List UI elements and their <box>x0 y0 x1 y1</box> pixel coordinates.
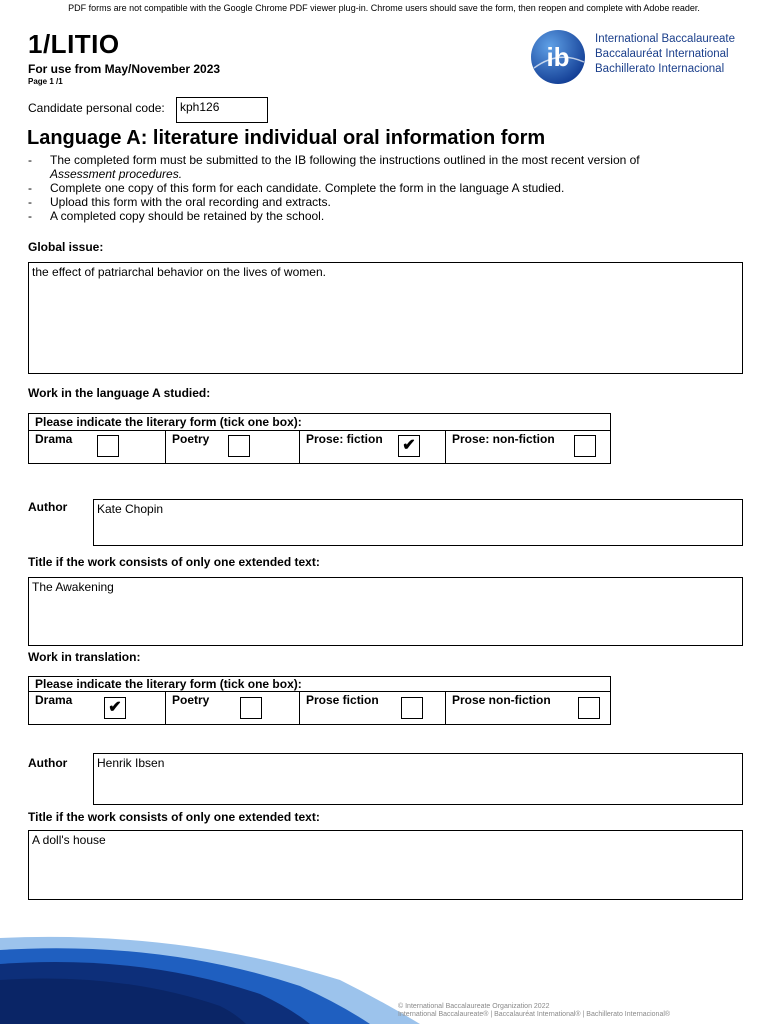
trademark-text: International Baccalaureate® | Baccalauréat International® | Bachillerato Internacional® <box>398 1011 671 1018</box>
checkbox-a-drama[interactable] <box>97 435 119 457</box>
author-field-translation[interactable]: Henrik Ibsen <box>93 753 743 805</box>
page-number: Page 1 /1 <box>28 77 63 86</box>
footer-copyright <box>398 1003 670 1019</box>
form-option-label: Poetry <box>172 693 210 707</box>
title-label-a: Title if the work consists of only one extended text: <box>28 555 320 569</box>
checkbox-t-prose-nonfiction[interactable] <box>578 697 600 719</box>
author-label-a: Author <box>28 500 68 514</box>
candidate-code-field[interactable]: kph126 <box>176 97 268 123</box>
form-option-label: Drama <box>35 432 73 446</box>
literary-form-table-a <box>28 413 611 464</box>
ib-logo-glyph: ib <box>546 42 570 72</box>
checkbox-t-drama[interactable]: ✔ <box>104 697 126 719</box>
instructions-list <box>28 153 728 223</box>
form-option-label: Prose fiction <box>306 693 379 707</box>
title-field-a[interactable]: The Awakening <box>28 577 743 646</box>
checkbox-a-prose-fiction[interactable]: ✔ <box>398 435 420 457</box>
form-option-label: Prose: fiction <box>306 432 383 446</box>
instruction-text: Complete one copy of this form for each candidate. Complete the form in the language A studied. <box>50 181 565 195</box>
checkbox-a-poetry[interactable] <box>228 435 250 457</box>
literary-form-table-translation <box>28 676 611 725</box>
instruction-text: A completed copy should be retained by the school. <box>50 209 325 223</box>
title-label-translation: Title if the work consists of only one extended text: <box>28 810 320 824</box>
author-label-translation: Author <box>28 756 68 770</box>
form-title: Language A: literature individual oral information form <box>27 127 546 149</box>
global-issue-field[interactable]: the effect of patriarchal behavior on the lives of women. <box>28 262 743 374</box>
instruction-item: - Complete one copy of this form for each candidate. Complete the form in the language A studied. <box>28 181 565 195</box>
instruction-italic: Assessment procedures. <box>50 167 183 181</box>
work-language-a-heading: Work in the language A studied: <box>28 386 211 400</box>
instruction-text: Upload this form with the oral recording and extracts. <box>50 195 331 209</box>
form-option-label: Poetry <box>172 432 210 446</box>
for-use-date: For use from May/November 2023 <box>28 62 221 76</box>
pdf-compatibility-notice: PDF forms are not compatible with the Google Chrome PDF viewer plug-in. Chrome users should save the form, then reopen and complete with Adobe reader. <box>68 3 700 13</box>
ib-logo-icon <box>528 28 588 86</box>
instruction-text: The completed form must be submitted to the IB following the instructions outlined in the most recent version of <box>50 153 640 167</box>
form-option-label: Drama <box>35 693 73 707</box>
global-issue-label: Global issue: <box>28 240 104 254</box>
ib-name-fr: Baccalauréat International <box>595 48 729 60</box>
work-translation-heading: Work in translation: <box>28 650 141 664</box>
instruction-item: - Upload this form with the oral recording and extracts. <box>28 195 331 209</box>
title-field-translation[interactable]: A doll's house <box>28 830 743 900</box>
form-option-label: Prose non-fiction <box>452 693 551 707</box>
checkbox-t-poetry[interactable] <box>240 697 262 719</box>
copyright-text: © International Baccalaureate Organization 2022 <box>398 1003 550 1010</box>
ib-name-es: Bachillerato Internacional <box>595 63 725 75</box>
checkbox-t-prose-fiction[interactable] <box>401 697 423 719</box>
table-heading: Please indicate the literary form (tick one box): <box>29 414 611 431</box>
table-heading: Please indicate the literary form (tick one box): <box>29 677 611 692</box>
form-option-label: Prose: non-fiction <box>452 432 555 446</box>
checkbox-a-prose-nonfiction[interactable] <box>574 435 596 457</box>
instruction-item: - The completed form must be submitted to the IB following the instructions outlined in the most recent version of Assessment procedures. <box>28 153 640 181</box>
ib-name-en: International Baccalaureate <box>595 33 736 45</box>
ib-logo <box>528 28 743 86</box>
form-code: 1/LITIO <box>28 29 120 59</box>
candidate-code-label: Candidate personal code: <box>28 101 165 115</box>
instruction-item: - A completed copy should be retained by the school. <box>28 209 325 223</box>
author-field-a[interactable]: Kate Chopin <box>93 499 743 546</box>
